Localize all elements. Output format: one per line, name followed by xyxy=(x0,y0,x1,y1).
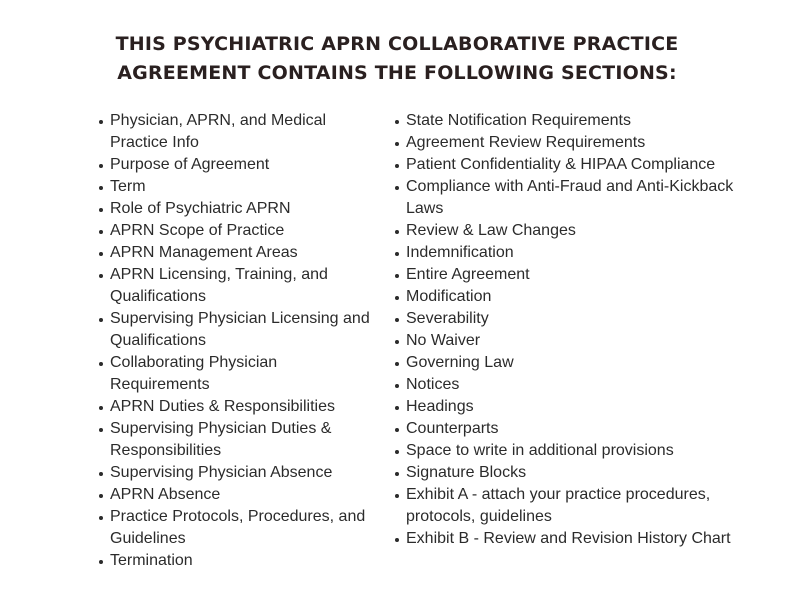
sections-list-right xyxy=(395,110,755,550)
list-item: Collaborating Physician Requirements xyxy=(99,352,371,396)
list-item: Termination xyxy=(99,550,371,572)
list-item: Agreement Review Requirements xyxy=(395,132,755,154)
list-item: APRN Scope of Practice xyxy=(99,220,371,242)
list-item: Notices xyxy=(395,374,755,396)
list-item: APRN Duties & Responsibilities xyxy=(99,396,371,418)
list-item: State Notification Requirements xyxy=(395,110,755,132)
list-item: Entire Agreement xyxy=(395,264,755,286)
list-item: Review & Law Changes xyxy=(395,220,755,242)
page-title-line-1: THIS PSYCHIATRIC APRN COLLABORATIVE PRACTICE xyxy=(115,33,679,55)
list-item: No Waiver xyxy=(395,330,755,352)
list-item: Counterparts xyxy=(395,418,755,440)
list-item: APRN Management Areas xyxy=(99,242,371,264)
list-item: Supervising Physician Licensing and Qualifications xyxy=(99,308,371,352)
list-item: Purpose of Agreement xyxy=(99,154,371,176)
list-item: Practice Protocols, Procedures, and Guidelines xyxy=(99,506,371,550)
list-item: Modification xyxy=(395,286,755,308)
list-item: APRN Absence xyxy=(99,484,371,506)
list-item: Compliance with Anti-Fraud and Anti-Kickback Laws xyxy=(395,176,755,220)
list-item: Role of Psychiatric APRN xyxy=(99,198,371,220)
list-item: Term xyxy=(99,176,371,198)
page-title xyxy=(0,30,794,88)
list-item: Governing Law xyxy=(395,352,755,374)
list-item: Headings xyxy=(395,396,755,418)
page-title-line-2: AGREEMENT CONTAINS THE FOLLOWING SECTIONS: xyxy=(117,62,677,84)
list-item: Supervising Physician Absence xyxy=(99,462,371,484)
list-item: Supervising Physician Duties & Responsibilities xyxy=(99,418,371,462)
list-item: Signature Blocks xyxy=(395,462,755,484)
list-item: Exhibit B - Review and Revision History Chart xyxy=(395,528,755,550)
list-item: APRN Licensing, Training, and Qualifications xyxy=(99,264,371,308)
list-item: Exhibit A - attach your practice procedures, protocols, guidelines xyxy=(395,484,755,528)
list-item: Space to write in additional provisions xyxy=(395,440,755,462)
list-item: Severability xyxy=(395,308,755,330)
list-item: Patient Confidentiality & HIPAA Compliance xyxy=(395,154,755,176)
list-item: Indemnification xyxy=(395,242,755,264)
list-item: Physician, APRN, and Medical Practice Info xyxy=(99,110,371,154)
sections-list-left xyxy=(99,110,371,572)
